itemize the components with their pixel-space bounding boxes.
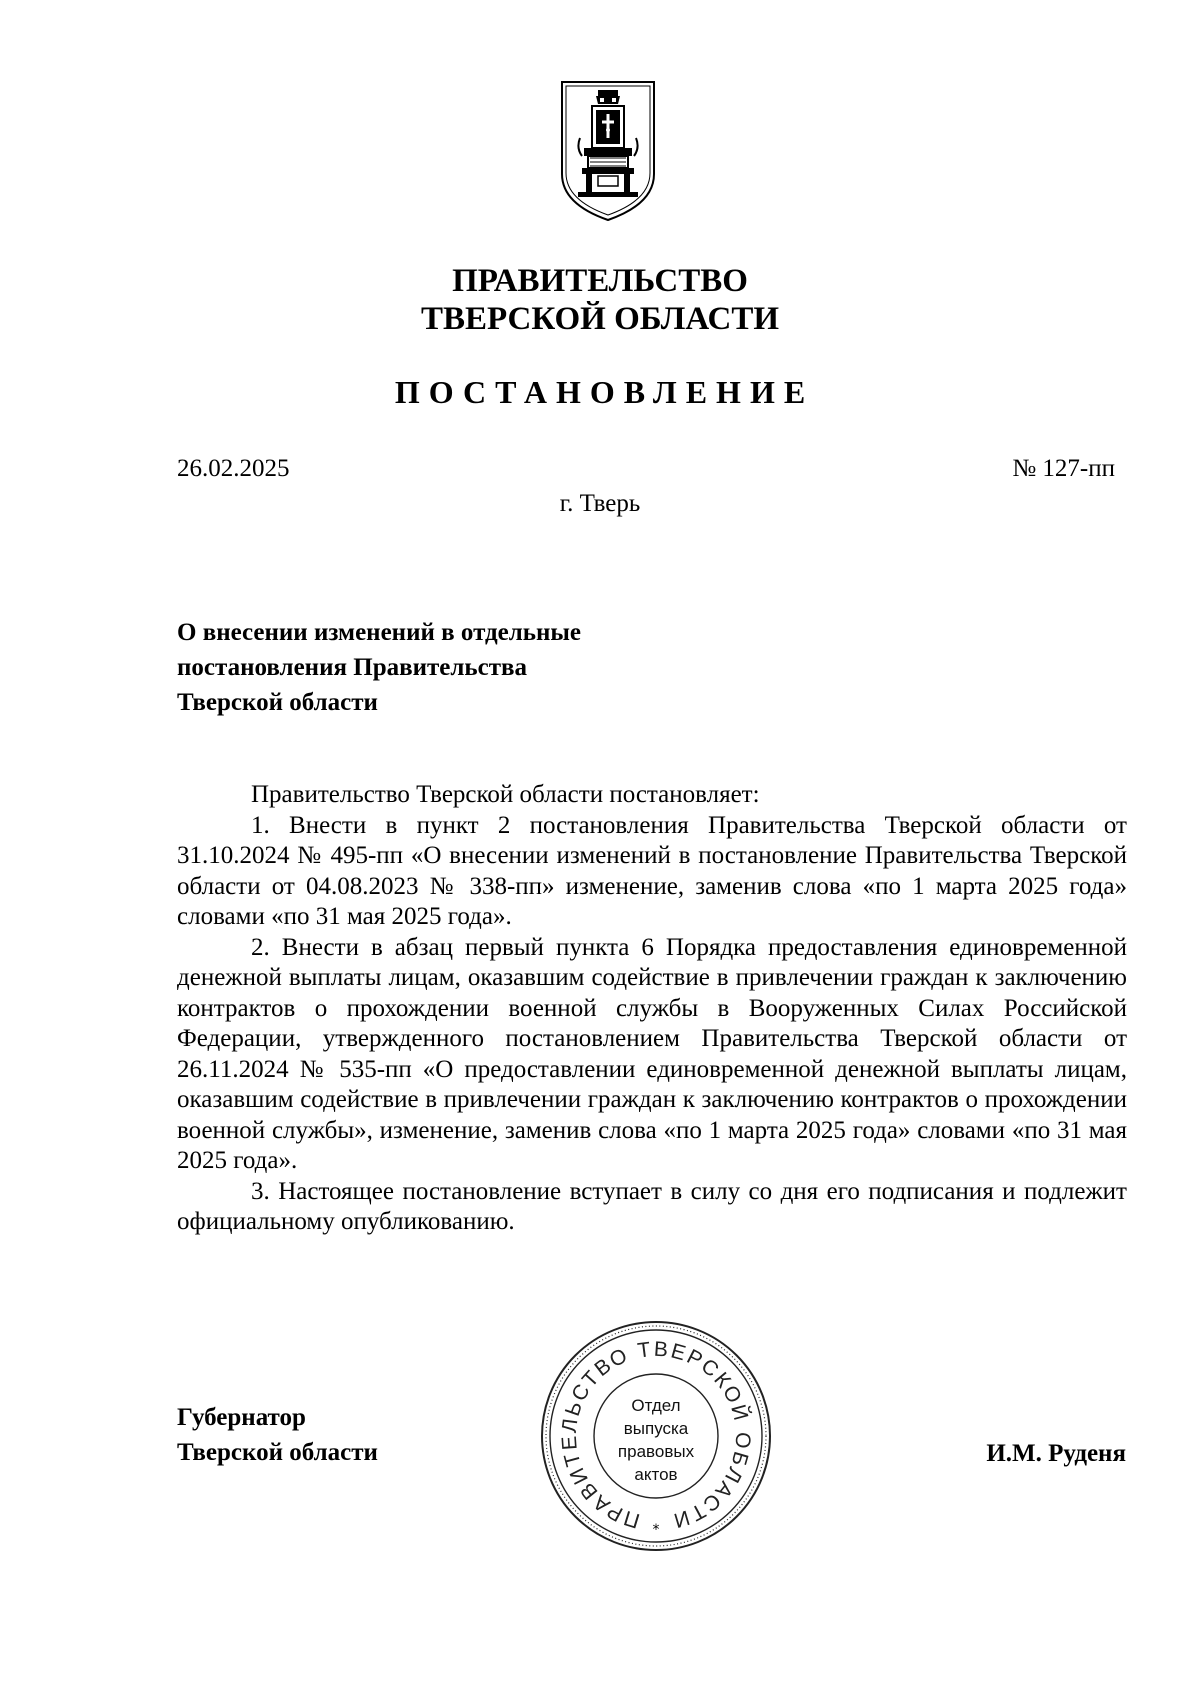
signatory-name: И.М. Руденя [986, 1440, 1126, 1467]
body-paragraph-3: 3. Настоящее постановление вступает в силу со дня его подписания и подлежит официальному опубликованию. [177, 1177, 1127, 1235]
stamp-star-icon: * [652, 1522, 660, 1538]
stamp-center-line4: актов [634, 1465, 678, 1484]
subject-line1: О внесении изменений в отдельные [177, 619, 582, 646]
subject-line3: Тверской области [177, 689, 378, 716]
document-city: г. Тверь [559, 490, 641, 517]
stamp-ring-text: ПРАВИТЕЛЬСТВО ТВЕРСКОЙ ОБЛАСТИ [557, 1337, 755, 1533]
gov-title-line2: ТВЕРСКОЙ ОБЛАСТИ [420, 301, 780, 337]
government-title [0, 262, 1200, 338]
body-paragraph-2: 2. Внести в абзац первый пункта 6 Порядка предоставления единовременной денежной выплаты лицам, оказавшим содействие в привлечении граждан к заключению контрактов о прохождении военной службы в Вооруженных Силах Российской Федерации, утвержденного постановлением Правительства Тверской области от 26.11.2024 № 535-пп «О предоставлении единовременной денежной выплаты лицам, оказавшим содействие в привлечении граждан к заключению контрактов о прохождении военной службы», изменение, заменив слова «по 1 марта 2025 года» словами «по 31 мая 2025 года». [177, 933, 1127, 1174]
document-type-heading: ПОСТАНОВЛЕНИЕ [394, 374, 815, 410]
stamp-center-line1: Отдел [631, 1396, 681, 1415]
stamp-center-line2: выпуска [623, 1419, 689, 1438]
signatory-position-line2: Тверской области [177, 1439, 378, 1466]
document-body [177, 780, 1127, 1238]
document-number: № 127-пп [1012, 455, 1115, 482]
document-subject [177, 615, 677, 720]
signatory-position [177, 1400, 378, 1470]
official-stamp [538, 1318, 774, 1554]
signatory-position-line1: Губернатор [177, 1404, 306, 1431]
subject-line2: постановления Правительства [177, 654, 527, 681]
tver-coat-of-arms-icon [558, 78, 658, 224]
document-date: 26.02.2025 [177, 455, 290, 482]
stamp-center-line3: правовых [617, 1442, 695, 1461]
body-paragraph-1: 1. Внести в пункт 2 постановления Правительства Тверской области от 31.10.2024 № 495-пп «О внесении изменений в постановление Правительства Тверской области от 04.08.2023 № 338-пп» изменение, заменив слова «по 1 марта 2025 года» словами «по 31 мая 2025 года». [177, 811, 1127, 930]
gov-title-line1: ПРАВИТЕЛЬСТВО [452, 263, 748, 299]
stamp-center-text [598, 1394, 714, 1486]
body-intro: Правительство Тверской области постановляет: [251, 781, 760, 808]
